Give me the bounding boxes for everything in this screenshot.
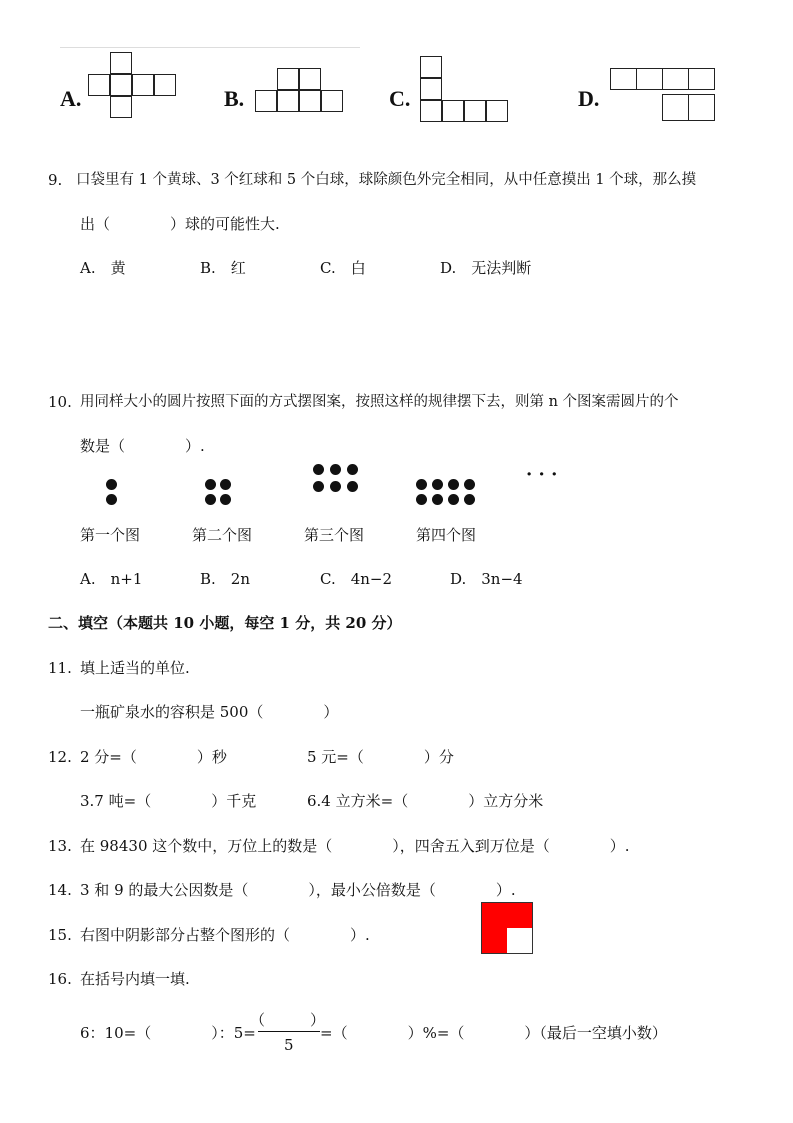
- shaded-cell: [482, 903, 508, 929]
- fraction-bar: [258, 1031, 320, 1032]
- dot: [432, 494, 443, 505]
- dot: [347, 481, 358, 492]
- q14-number: 14.: [48, 881, 72, 899]
- dot: [106, 494, 117, 505]
- q14-text: 3 和 9 的最大公因数是（ ），最小公倍数是（ ）.: [80, 881, 516, 899]
- pattern-1: [106, 479, 118, 507]
- q16-text-line1: 在括号内填一填.: [80, 970, 190, 988]
- q13-number: 13.: [48, 837, 72, 855]
- caption-2: 第二个图: [192, 526, 253, 544]
- shaded-cell: [507, 903, 532, 929]
- option-d-label: D.: [578, 86, 600, 111]
- fraction-numerator: （ ）: [250, 1011, 326, 1029]
- dot: [205, 494, 216, 505]
- q16-part1: 6：10=（ ）：5=: [80, 1024, 256, 1042]
- q16-number: 16.: [48, 970, 72, 988]
- q12-number: 12.: [48, 748, 72, 766]
- q10-text-line1: 用同样大小的圆片按照下面的方式摆图案，按照这样的规律摆下去，则第 n 个图案需圆片的个: [80, 394, 679, 410]
- q16-part2: =（ ）%=（ ）（最后一空填小数）: [320, 1024, 667, 1042]
- q10-option-c: C. 4n−2: [320, 570, 393, 588]
- top-rule: [60, 47, 360, 48]
- q12-part-a: 2 分=（ ）秒: [80, 748, 227, 766]
- option-a-label: A.: [60, 86, 82, 111]
- dot: [106, 479, 117, 490]
- dot: [464, 494, 475, 505]
- q12-part-d: 6.4 立方米=（ ）立方分米: [307, 792, 544, 810]
- q9-option-d: D. 无法判断: [440, 259, 532, 277]
- dot: [448, 494, 459, 505]
- shaded-square-figure: [481, 902, 533, 954]
- option-b-label: B.: [224, 86, 245, 111]
- q13-text: 在 98430 这个数中，万位上的数是（ ），四舍五入到万位是（ ）.: [80, 837, 630, 855]
- dot: [220, 494, 231, 505]
- q12-part-c: 3.7 吨=（ ）千克: [80, 792, 257, 810]
- dot: [313, 481, 324, 492]
- q9-option-b: B. 红: [200, 259, 246, 277]
- caption-1: 第一个图: [80, 526, 141, 544]
- unshaded-cell: [507, 928, 532, 953]
- shaded-cell: [482, 928, 508, 953]
- q10-option-d: D. 3n−4: [450, 570, 523, 588]
- q10-text-line2: 数是（ ）.: [80, 437, 205, 455]
- dot: [464, 479, 475, 490]
- pattern-4: [416, 479, 478, 507]
- q9-number: 9.: [48, 171, 63, 189]
- section-2-title: 二、填空（本题共 10 小题，每空 1 分，共 20 分）: [48, 614, 402, 632]
- dot: [313, 464, 324, 475]
- q9-option-a: A. 黄: [80, 259, 126, 277]
- caption-4: 第四个图: [416, 526, 477, 544]
- q9-option-c: C. 白: [320, 259, 366, 277]
- q12-part-b: 5 元=（ ）分: [307, 748, 454, 766]
- dot: [448, 479, 459, 490]
- fraction-denominator: 5: [284, 1036, 294, 1054]
- q9-text-line2: 出（ ）球的可能性大.: [80, 215, 280, 233]
- dot: [416, 479, 427, 490]
- dot: [330, 464, 341, 475]
- q11-text-line2: 一瓶矿泉水的容积是 500（ ）: [80, 703, 339, 721]
- option-c-label: C.: [389, 86, 411, 111]
- q11-text-line1: 填上适当的单位.: [80, 659, 190, 677]
- q9-text-line1: 口袋里有 1 个黄球、3 个红球和 5 个白球，球除颜色外完全相同，从中任意摸出 1 个球，那么摸: [76, 172, 697, 188]
- dot: [432, 479, 443, 490]
- pattern-ellipsis: · · ·: [526, 464, 558, 485]
- q10-option-b: B. 2n: [200, 570, 250, 588]
- dot: [347, 464, 358, 475]
- q11-number: 11.: [48, 659, 72, 677]
- dot: [205, 479, 216, 490]
- q15-number: 15.: [48, 926, 72, 944]
- pattern-2: [205, 479, 233, 507]
- pattern-3: [313, 464, 359, 494]
- q10-number: 10.: [48, 393, 72, 411]
- caption-3: 第三个图: [304, 526, 365, 544]
- dot: [330, 481, 341, 492]
- dot: [220, 479, 231, 490]
- q10-option-a: A. n+1: [80, 570, 143, 588]
- dot: [416, 494, 427, 505]
- q15-text: 右图中阴影部分占整个图形的（ ）.: [80, 926, 370, 944]
